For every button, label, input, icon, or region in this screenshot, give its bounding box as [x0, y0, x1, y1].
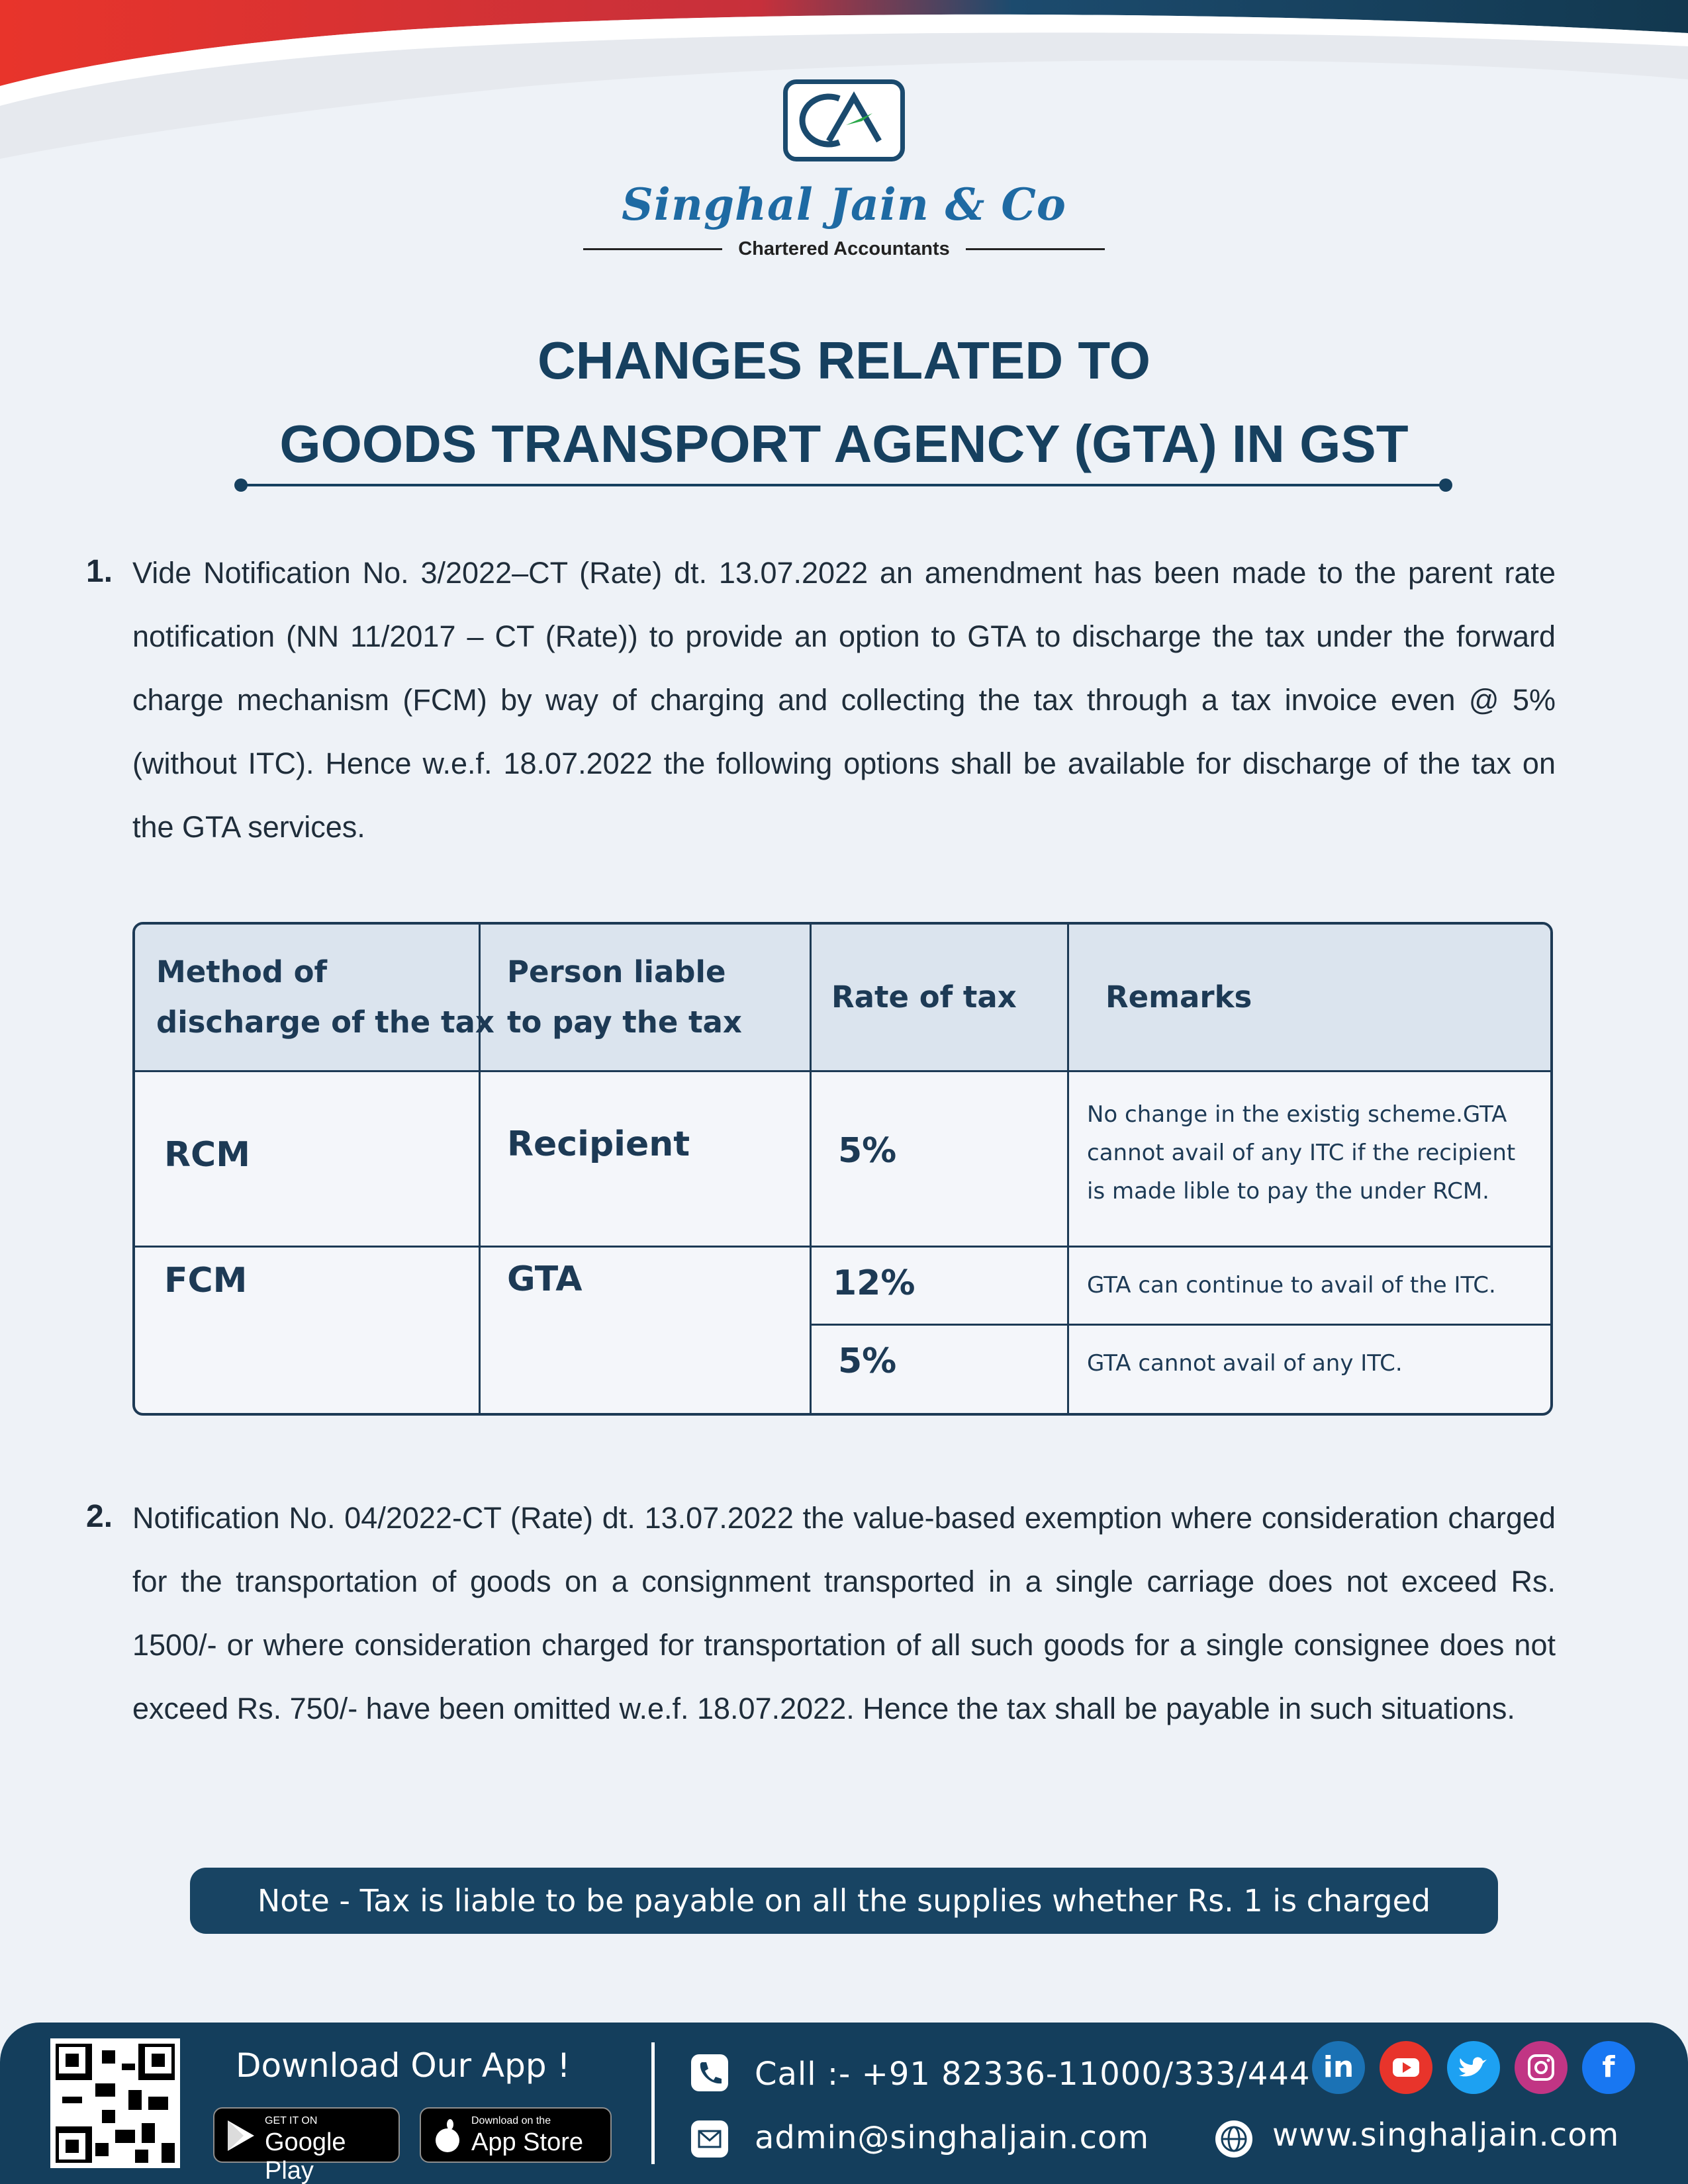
fcm-rate-a: 12% [833, 1263, 915, 1303]
point-2 [86, 1486, 1556, 1741]
rcm-rate: 5% [838, 1131, 897, 1171]
call-text[interactable]: Call :- +91 82336-11000/333/444 [755, 2056, 1311, 2093]
firm-logo [0, 79, 1688, 260]
fcm-remarks-a: GTA can continue to avail of the ITC. [1087, 1272, 1496, 1298]
rcm-person: Recipient [507, 1124, 690, 1164]
title-line-1: CHANGES RELATED TO [538, 331, 1150, 390]
title-line-2: GOODS TRANSPORT AGENCY (GTA) IN GST [279, 414, 1409, 473]
note-banner: Note - Tax is liable to be payable on all the supplies whether Rs. 1 is charged [190, 1868, 1498, 1934]
title-underline [234, 478, 1452, 492]
email-text[interactable]: admin@singhaljain.com [755, 2119, 1150, 2156]
point-text: Notification No. 04/2022-CT (Rate) dt. 13.07.2022 the value-based exemption where consideration charged for the transportation of goods on a consignment transported in a single carriage does not exceed Rs. 1500/- or where consideration charged for transportation of all such goods for a single consignee does not exceed Rs. 750/- have been omitted w.e.f. 18.07.2022. Hence the tax shall be payable in such situations. [132, 1501, 1556, 1725]
point-number: 2. [86, 1499, 113, 1534]
point-number: 1. [86, 554, 113, 589]
header-person: Person liable to pay the tax [507, 954, 742, 1040]
linkedin-icon[interactable]: in [1312, 2041, 1365, 2094]
fcm-method: FCM [164, 1261, 248, 1300]
ca-logo-icon [783, 79, 905, 161]
header-remarks: Remarks [1105, 979, 1252, 1015]
firm-name: Singhal Jain & Co [622, 179, 1066, 230]
apple-icon [433, 2119, 462, 2154]
website-text[interactable]: www.singhaljain.com [1272, 2116, 1620, 2154]
app-store-button[interactable]: Download on the App Store [420, 2107, 612, 2163]
phone-icon [691, 2054, 728, 2091]
google-play-button[interactable]: GET IT ON Google Play [213, 2107, 400, 2163]
firm-subtitle: Chartered Accountants [738, 238, 950, 259]
point-1 [86, 541, 1556, 859]
globe-icon [1215, 2120, 1252, 2158]
fcm-rate-b: 5% [838, 1342, 897, 1381]
gta-options-table [132, 922, 1553, 1416]
rcm-remarks: No change in the existig scheme.GTA cannot avail of any ITC if the recipient is made lible to pay the under RCM. [1087, 1101, 1516, 1205]
footer-divider [651, 2042, 655, 2164]
fcm-remarks-b: GTA cannot avail of any ITC. [1087, 1350, 1403, 1377]
download-app-title: Download Our App ! [236, 2046, 571, 2085]
header-rate: Rate of tax [831, 979, 1017, 1015]
qr-code-icon[interactable] [50, 2038, 180, 2168]
footer [0, 2023, 1688, 2184]
twitter-icon[interactable] [1447, 2041, 1500, 2094]
point-text: Vide Notification No. 3/2022–CT (Rate) dt. 13.07.2022 an amendment has been made to the parent rate notification (NN 11/2017 – CT (Rate)) to provide an option to GTA to discharge the tax under the forward charge mechanism (FCM) by way of charging and collecting the tax through a tax invoice even @ 5% (without ITC). Hence w.e.f. 18.07.2022 the following options shall be available for discharge of the tax on the GTA services. [132, 556, 1556, 844]
page-title [0, 319, 1688, 486]
youtube-icon[interactable] [1380, 2041, 1432, 2094]
google-play-icon [226, 2119, 256, 2152]
mail-icon [691, 2120, 728, 2158]
fcm-person: GTA [507, 1259, 583, 1299]
instagram-icon[interactable] [1515, 2041, 1568, 2094]
header-method: Method of discharge of the tax [156, 954, 494, 1040]
facebook-icon[interactable]: f [1582, 2041, 1635, 2094]
rcm-method: RCM [164, 1135, 250, 1175]
